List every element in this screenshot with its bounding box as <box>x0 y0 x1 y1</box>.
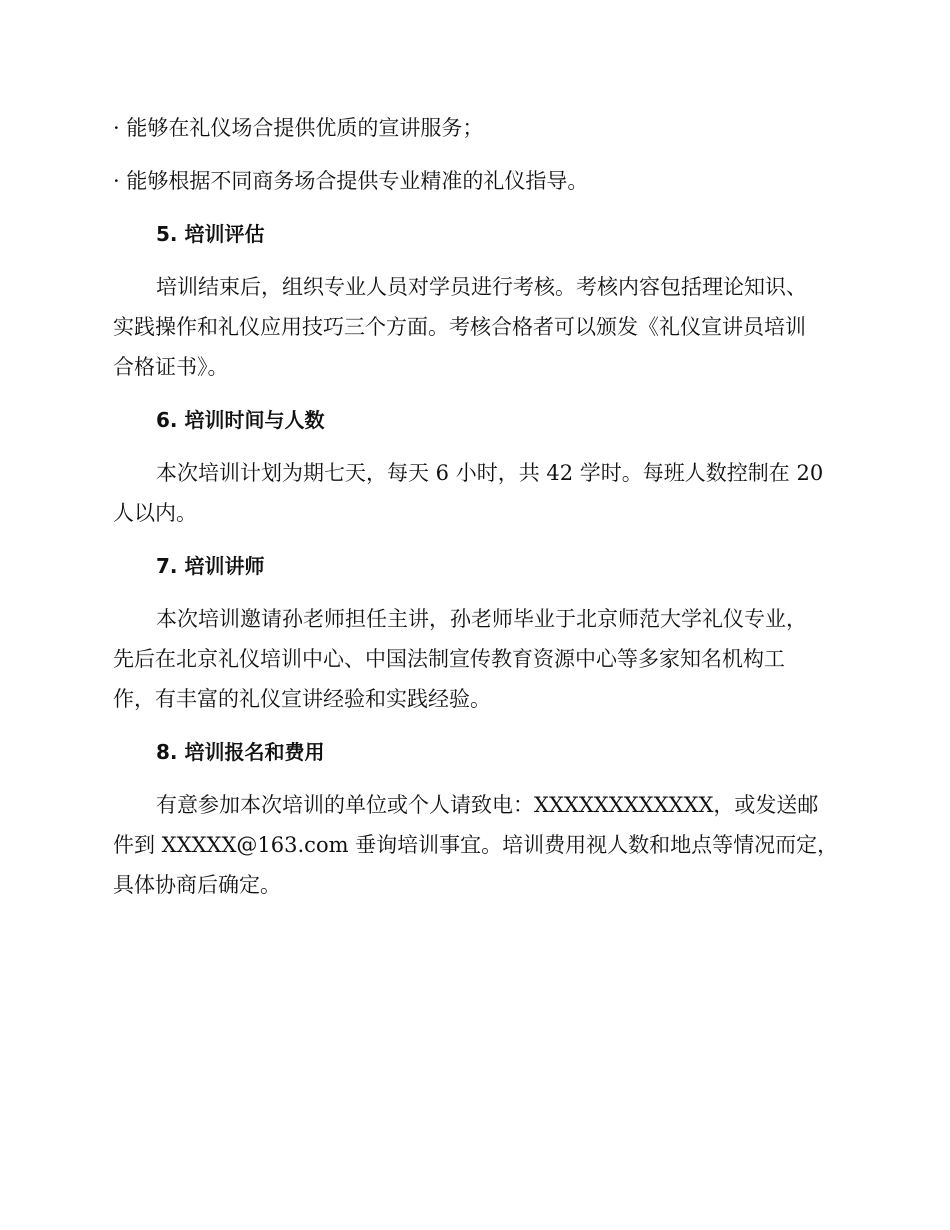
text-line: 人以内。 <box>113 501 197 525</box>
section-heading-schedule: 6. 培训时间与人数 <box>156 408 325 432</box>
bullet-item: · 能够根据不同商务场合提供专业精准的礼仪指导。 <box>113 169 589 193</box>
text-line: 件到 XXXXX@163.com 垂询培训事宜。培训费用视人数和地点等情况而定， <box>113 833 839 857</box>
text-line: 本次培训邀请孙老师担任主讲，孙老师毕业于北京师范大学礼仪专业， <box>156 607 807 631</box>
section-body-evaluation <box>113 267 848 387</box>
text-line: 作，有丰富的礼仪宣讲经验和实践经验。 <box>113 687 491 711</box>
text-line: 具体协商后确定。 <box>113 873 281 897</box>
section-heading-evaluation: 5. 培训评估 <box>156 222 265 246</box>
text-line: 培训结束后，组织专业人员对学员进行考核。考核内容包括理论知识、 <box>156 275 807 299</box>
text-line: 有意参加本次培训的单位或个人请致电：XXXXXXXXXXXX，或发送邮 <box>156 793 819 817</box>
document-page <box>113 108 848 918</box>
text-line: 本次培训计划为期七天，每天 6 小时，共 42 学时。每班人数控制在 20 <box>156 461 824 485</box>
section-heading-registration: 8. 培训报名和费用 <box>156 740 325 764</box>
section-body-schedule <box>113 453 848 533</box>
section-heading-instructor: 7. 培训讲师 <box>156 554 265 578</box>
text-line: 先后在北京礼仪培训中心、中国法制宣传教育资源中心等多家知名机构工 <box>113 647 785 671</box>
section-body-instructor <box>113 599 848 719</box>
section-body-registration <box>113 785 848 905</box>
text-line: 实践操作和礼仪应用技巧三个方面。考核合格者可以颁发《礼仪宣讲员培训 <box>113 315 806 339</box>
text-line: 合格证书》。 <box>113 355 229 379</box>
bullet-item: · 能够在礼仪场合提供优质的宣讲服务； <box>113 116 484 140</box>
